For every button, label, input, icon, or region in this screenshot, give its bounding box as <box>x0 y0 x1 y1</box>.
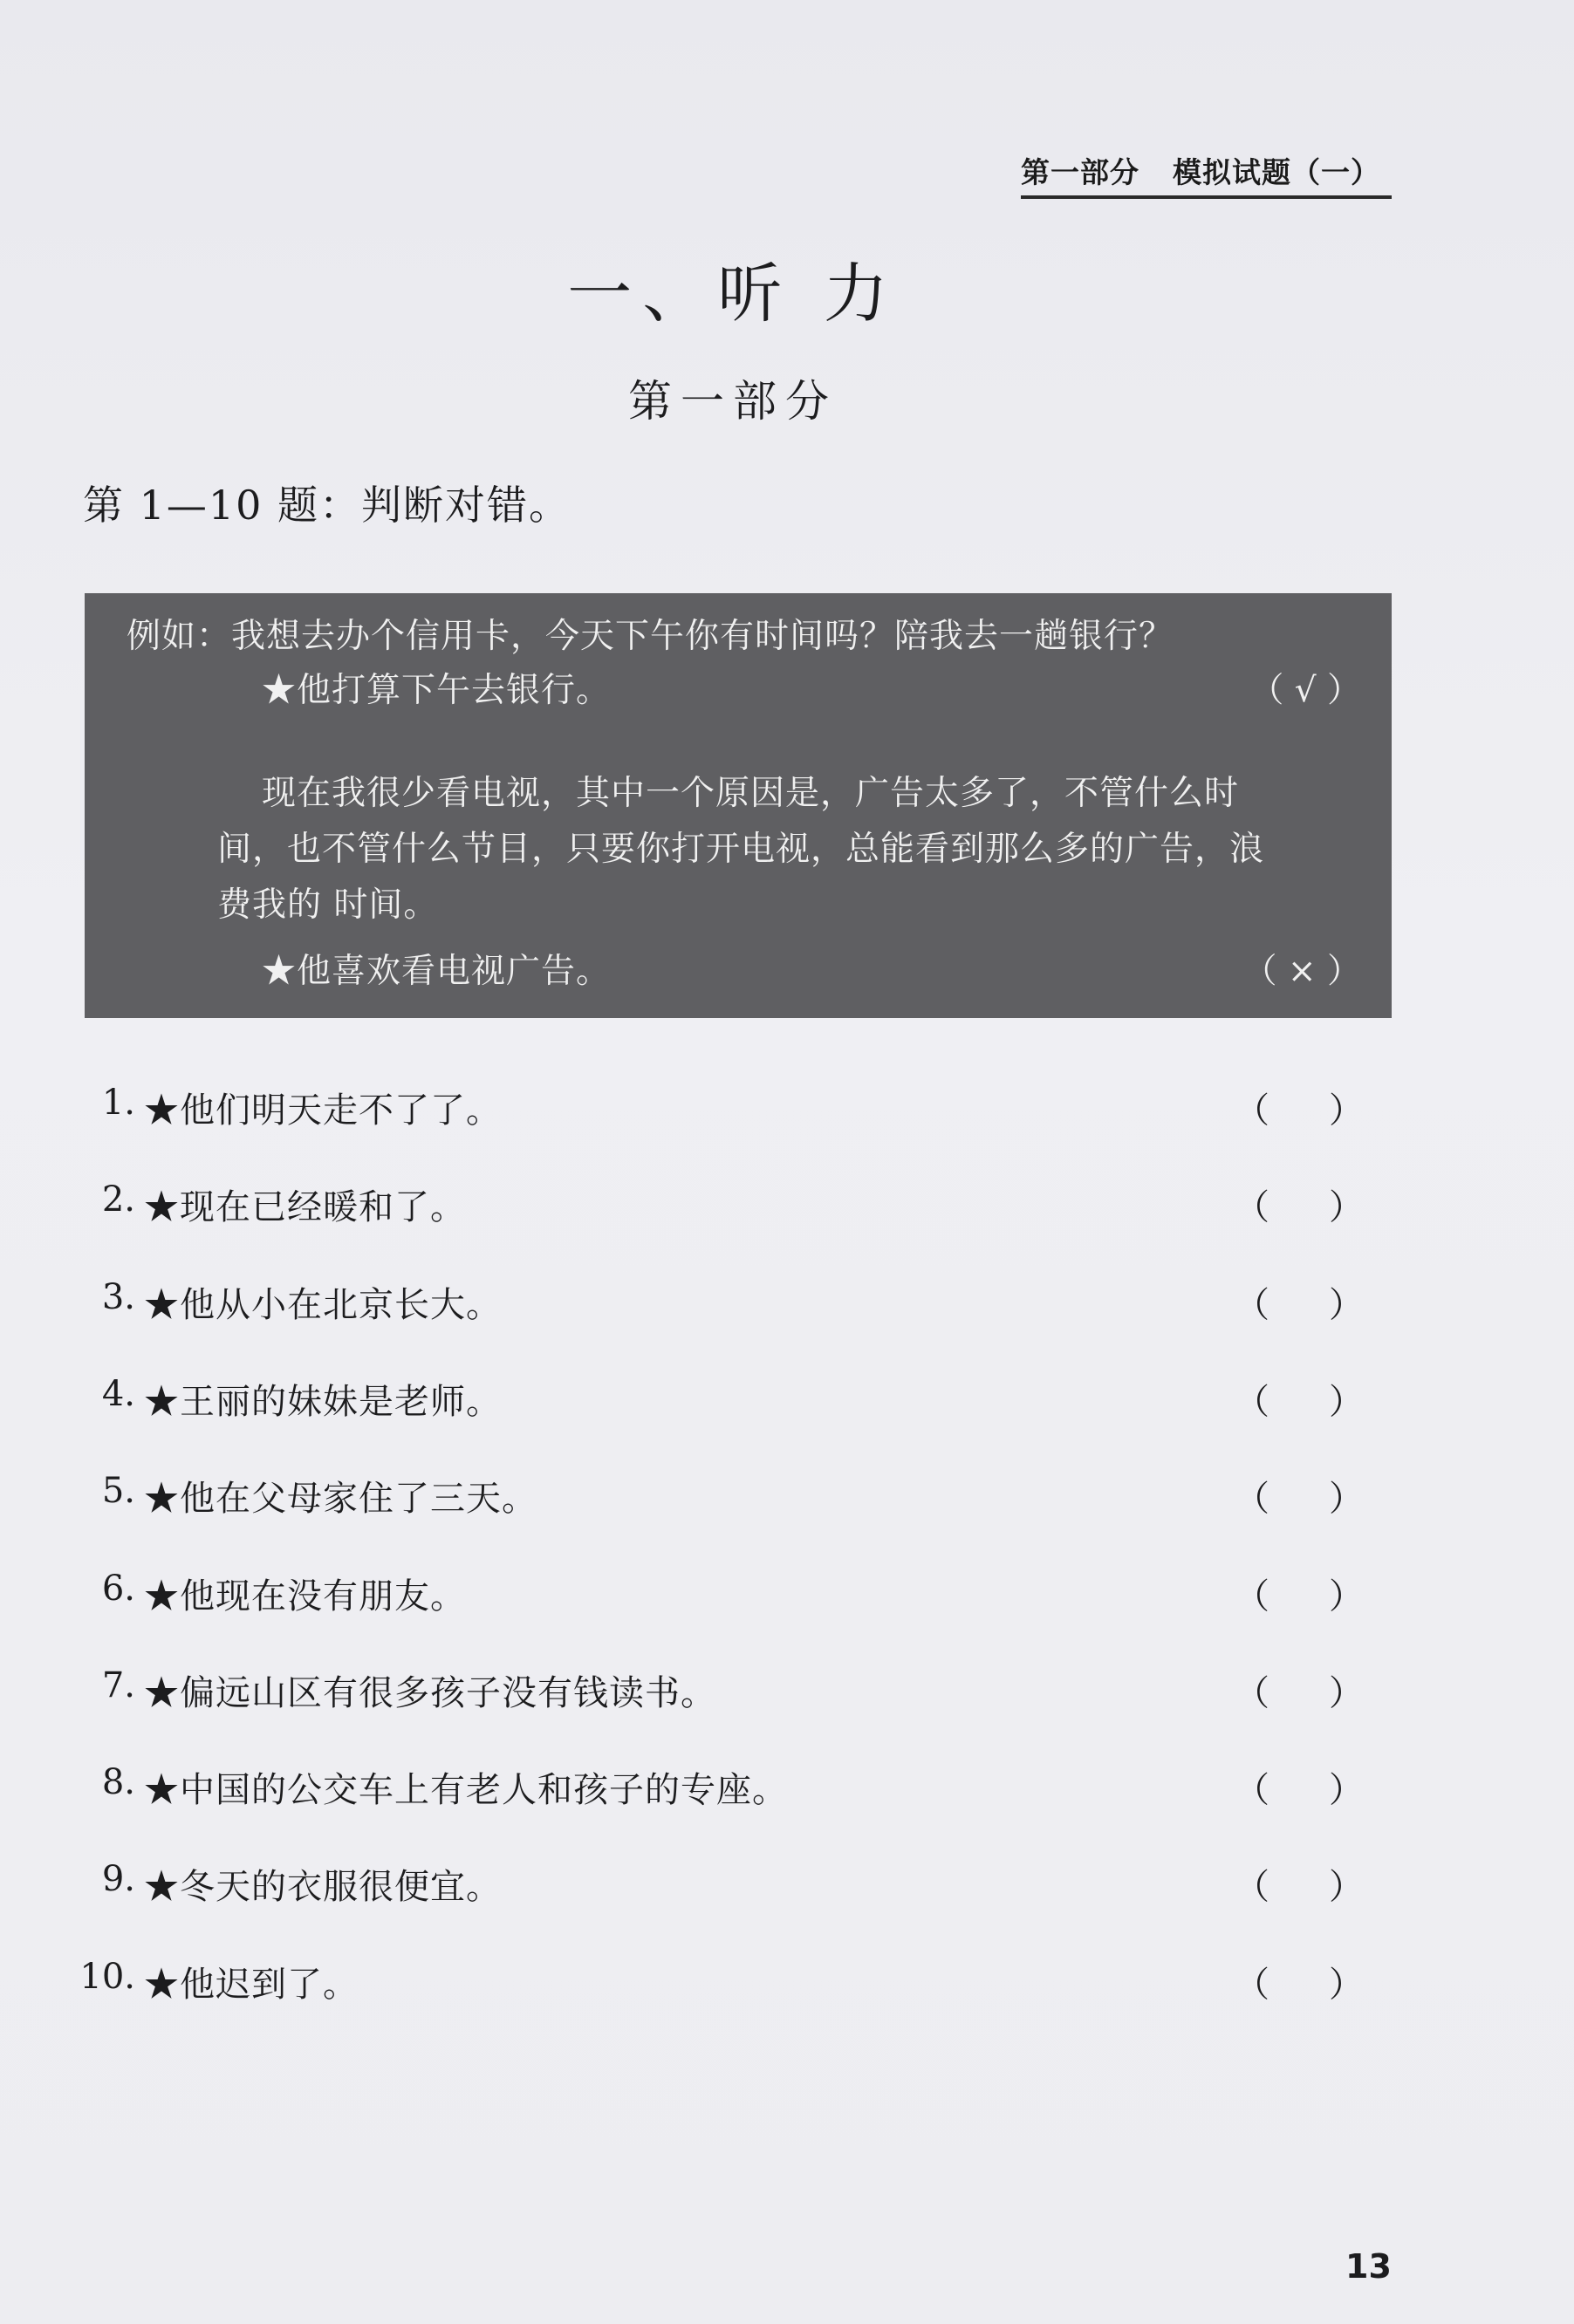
paren-open: （ <box>1235 1867 1269 1907</box>
question-text: ★冬天的衣服很便宜。 <box>144 1867 502 1907</box>
example-passage-line-1: 现在我很少看电视，其中一个原因是，广告太多了，不管什么时 <box>262 774 1240 813</box>
paren-open: （ <box>1235 1382 1269 1422</box>
running-header <box>1021 150 1392 199</box>
question-text: ★现在已经暖和了。 <box>144 1187 466 1227</box>
paren-close: ） <box>1329 1479 1364 1519</box>
question-number: 2. <box>101 1179 135 1220</box>
answer-blank[interactable] <box>1235 1374 1364 1424</box>
question-number: 5. <box>101 1471 135 1511</box>
paren-close: ） <box>1329 1770 1364 1810</box>
question-number: 9. <box>101 1859 135 1899</box>
header-part: 第一部分 <box>1021 155 1139 189</box>
paren-open: （ <box>1235 1965 1269 2005</box>
example-statement-2: ★他喜欢看电视广告。 <box>262 952 612 991</box>
question-row <box>0 1374 1413 1426</box>
instruction: 第 1—10 题：判断对错。 <box>83 482 571 529</box>
paren-close: ） <box>1329 1673 1364 1713</box>
example-passage-line-3: 费我的 时间。 <box>217 885 439 925</box>
question-number: 10. <box>79 1957 135 1997</box>
paren-close: ） <box>1329 1576 1364 1617</box>
example-label: 例如： <box>127 617 232 656</box>
answer-blank[interactable] <box>1235 1471 1364 1521</box>
question-text: ★他在父母家住了三天。 <box>144 1479 537 1519</box>
question-row <box>0 1179 1413 1232</box>
answer-blank[interactable] <box>1235 1083 1364 1132</box>
question-text: ★偏远山区有很多孩子没有钱读书。 <box>144 1673 716 1713</box>
question-row <box>0 1471 1413 1523</box>
question-text: ★他从小在北京长大。 <box>144 1285 502 1325</box>
question-text: ★他现在没有朋友。 <box>144 1576 466 1617</box>
example-dialog: 我想去办个信用卡，今天下午你有时间吗？陪我去一趟银行？ <box>231 617 1174 656</box>
question-row <box>0 1762 1413 1815</box>
paren-close: ） <box>1329 1090 1364 1131</box>
question-row <box>0 1957 1413 2009</box>
paren-open: （ <box>1235 1576 1269 1617</box>
question-row <box>0 1569 1413 1621</box>
question-number: 8. <box>101 1762 135 1802</box>
answer-blank[interactable] <box>1235 1277 1364 1327</box>
question-text: ★他迟到了。 <box>144 1965 359 2005</box>
answer-blank[interactable] <box>1235 1957 1364 2006</box>
header-title: 模拟试题（一） <box>1173 155 1380 189</box>
question-number: 4. <box>101 1374 135 1414</box>
example-passage-line-2: 间，也不管什么节目，只要你打开电视，总能看到那么多的广告，浪 <box>217 830 1265 869</box>
paren-open: （ <box>1235 1187 1269 1227</box>
answer-blank[interactable] <box>1235 1762 1364 1812</box>
example-answer-2: （ × ） <box>1242 952 1361 991</box>
paren-close: ） <box>1329 1382 1364 1422</box>
answer-blank[interactable] <box>1235 1859 1364 1909</box>
section-title: 一、听 力 <box>567 256 899 332</box>
paren-open: （ <box>1235 1090 1269 1131</box>
question-text: ★他们明天走不了了。 <box>144 1090 502 1131</box>
question-row <box>0 1665 1413 1718</box>
question-row <box>0 1859 1413 1911</box>
example-box <box>85 593 1392 1018</box>
paren-open: （ <box>1235 1285 1269 1325</box>
part-title: 第一部分 <box>628 376 838 427</box>
question-text: ★王丽的妹妹是老师。 <box>144 1382 502 1422</box>
answer-blank[interactable] <box>1235 1665 1364 1715</box>
question-number: 1. <box>101 1083 135 1123</box>
question-row <box>0 1083 1413 1135</box>
question-text: ★中国的公交车上有老人和孩子的专座。 <box>144 1770 788 1810</box>
paren-open: （ <box>1235 1673 1269 1713</box>
page-number: 13 <box>1345 2247 1392 2286</box>
example-statement-1: ★他打算下午去银行。 <box>262 671 612 710</box>
example-answer-1: （ √ ） <box>1249 671 1361 710</box>
paren-close: ） <box>1329 1867 1364 1907</box>
question-number: 3. <box>101 1277 135 1317</box>
answer-blank[interactable] <box>1235 1569 1364 1618</box>
example-dialog-line <box>127 609 1174 658</box>
question-number: 7. <box>101 1665 135 1705</box>
question-row <box>0 1277 1413 1329</box>
paren-close: ） <box>1329 1965 1364 2005</box>
answer-blank[interactable] <box>1235 1179 1364 1229</box>
paren-close: ） <box>1329 1285 1364 1325</box>
paren-close: ） <box>1329 1187 1364 1227</box>
paren-open: （ <box>1235 1770 1269 1810</box>
question-number: 6. <box>101 1569 135 1609</box>
paren-open: （ <box>1235 1479 1269 1519</box>
